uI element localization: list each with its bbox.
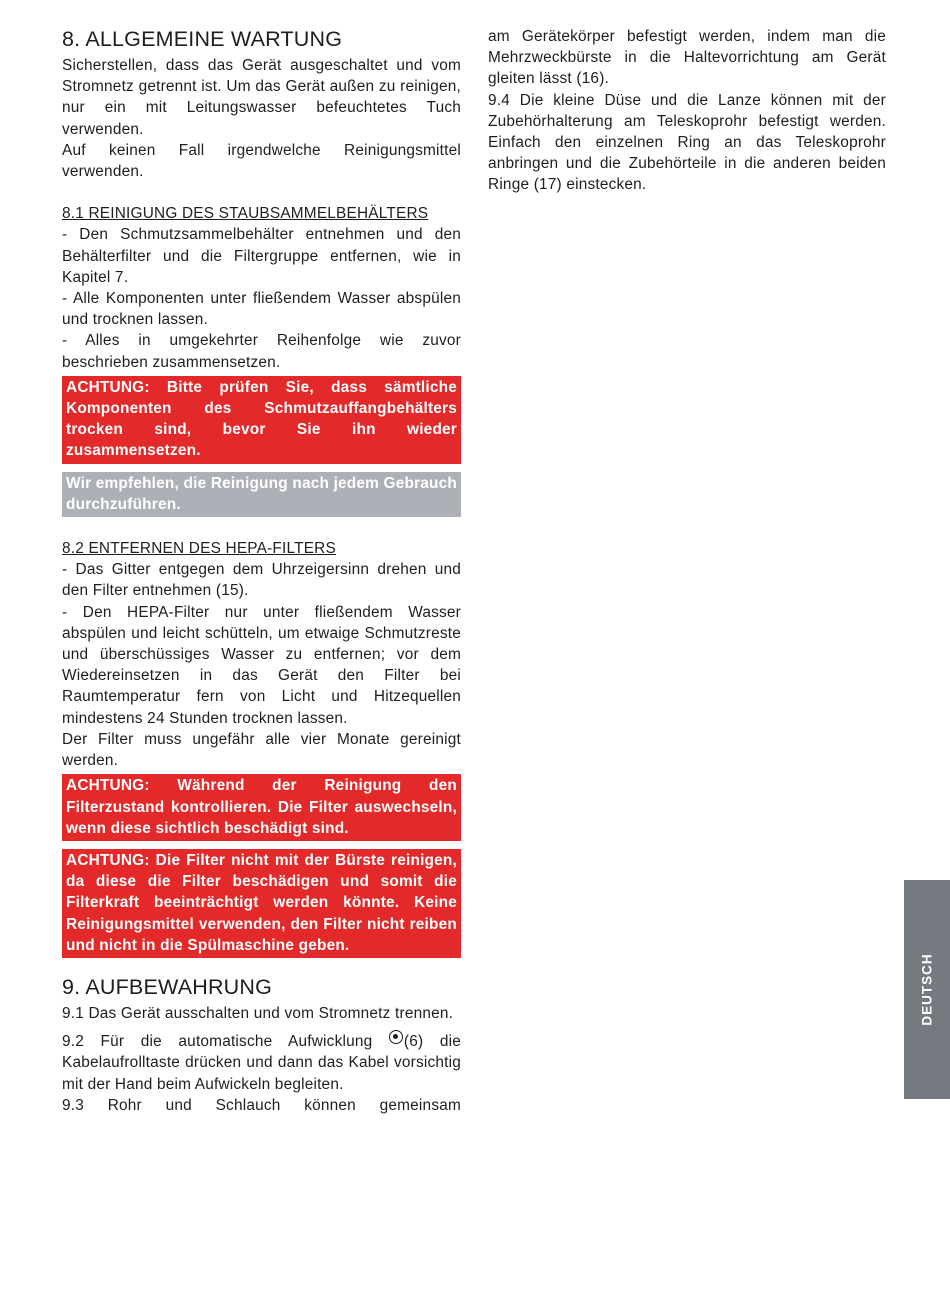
left-column (62, 26, 461, 1116)
section-8-intro-2: Auf keinen Fall irgendwelche Reinigungsmittel verwenden. (62, 141, 461, 181)
section-8-title: 8. ALLGEMEINE WARTUNG (62, 27, 343, 51)
section-9-title: 9. AUFBEWAHRUNG (62, 974, 273, 999)
section-8-intro-1: Sicherstellen, dass das Gerät ausgeschaltet und vom Stromnetz getrennt ist. Um das Gerät außen zu reinigen, nur ein mit Leitungswasser befeuchtetes Tuch verwenden. (62, 57, 461, 138)
language-tab (904, 880, 950, 1099)
section-9-2 (62, 1030, 461, 1095)
subsection-8-1-title: 8.1 REINIGUNG DES STAUBSAMMELBEHÄLTERS (62, 205, 429, 223)
warning-box-filter-check: ACHTUNG: Während der Reinigung den Filterzustand kontrollieren. Die Filter auswechseln, wenn diese sichtlich beschädigt sind. (62, 774, 461, 841)
subsection-8-2-step-3: Der Filter muss ungefähr alle vier Monate gereinigt werden. (62, 730, 461, 770)
section-9-4: 9.4 Die kleine Düse und die Lanze können mit der Zubehörhalterung am Teleskoprohr befestigt werden. Einfach den einzelnen Ring an das Teleskoprohr anbringen und die Zubehörteile in die anderen beiden Ringe (17) einstecken. (488, 91, 886, 194)
section-9-2-start: 9.2 Für die automatische Aufwicklung (62, 1033, 389, 1051)
right-column (488, 26, 886, 196)
warning-box-no-brush: ACHTUNG: Die Filter nicht mit der Bürste reinigen, da diese die Filter beschädigen und somit die Filterkraft beeinträchtigt werden könnte. Keine Reinigungsmittel verwenden, den Filter nicht reiben und nicht in die Spülmaschine geben. (62, 849, 461, 958)
section-9-3: 9.3 Rohr und Schlauch können gemeinsam (62, 1096, 461, 1114)
language-tab-label: DEUTSCH (919, 953, 935, 1026)
note-box-clean-after-use: Wir empfehlen, die Reinigung nach jedem Gebrauch durchzuführen. (62, 472, 461, 517)
subsection-8-2-step-1: - Das Gitter entgegen dem Uhrzeigersinn drehen und den Filter entnehmen (15). (62, 561, 461, 600)
subsection-8-1-step-1: - Den Schmutzsammelbehälter entnehmen und den Behälterfilter und die Filtergruppe entfernen, wie in Kapitel 7. (62, 226, 461, 286)
warning-box-container-dry: ACHTUNG: Bitte prüfen Sie, dass sämtliche Komponenten des Schmutzauffangbehälters trocken sind, bevor Sie ihn wieder zusammensetzen. (62, 376, 461, 464)
section-9-3-continued: am Gerätekörper befestigt werden, indem man die Mehrzweckbürste in die Haltevorrichtung am Gerät gleiten lässt (16). (488, 28, 886, 88)
section-9-1: 9.1 Das Gerät ausschalten und vom Stromnetz trennen. (62, 1004, 454, 1022)
subsection-8-1-step-2: - Alle Komponenten unter fließendem Wasser abspülen und trocknen lassen. (62, 290, 461, 329)
subsection-8-2-step-2: - Den HEPA-Filter nur unter fließendem Wasser abspülen und leicht schütteln, um etwaige Schmutzreste und überschüssiges Wasser zu entfernen; vor dem Wiedereinsetzen in das Gerät den Filter bei Raumtemperatur fern von Licht und Hitzequellen mindestens 24 Stunden trocknen lassen. (62, 603, 461, 727)
subsection-8-1-step-3: - Alles in umgekehrter Reihenfolge wie zuvor beschrieben zusammensetzen. (62, 332, 461, 371)
section-9-2-end: (6) die Kabelaufrolltaste drücken und dann das Kabel vorsichtig mit der Hand beim Aufwickeln begleiten. (62, 1033, 461, 1093)
subsection-8-2-title: 8.2 ENTFERNEN DES HEPA-FILTERS (62, 540, 336, 558)
cable-rewind-icon (389, 1030, 403, 1044)
